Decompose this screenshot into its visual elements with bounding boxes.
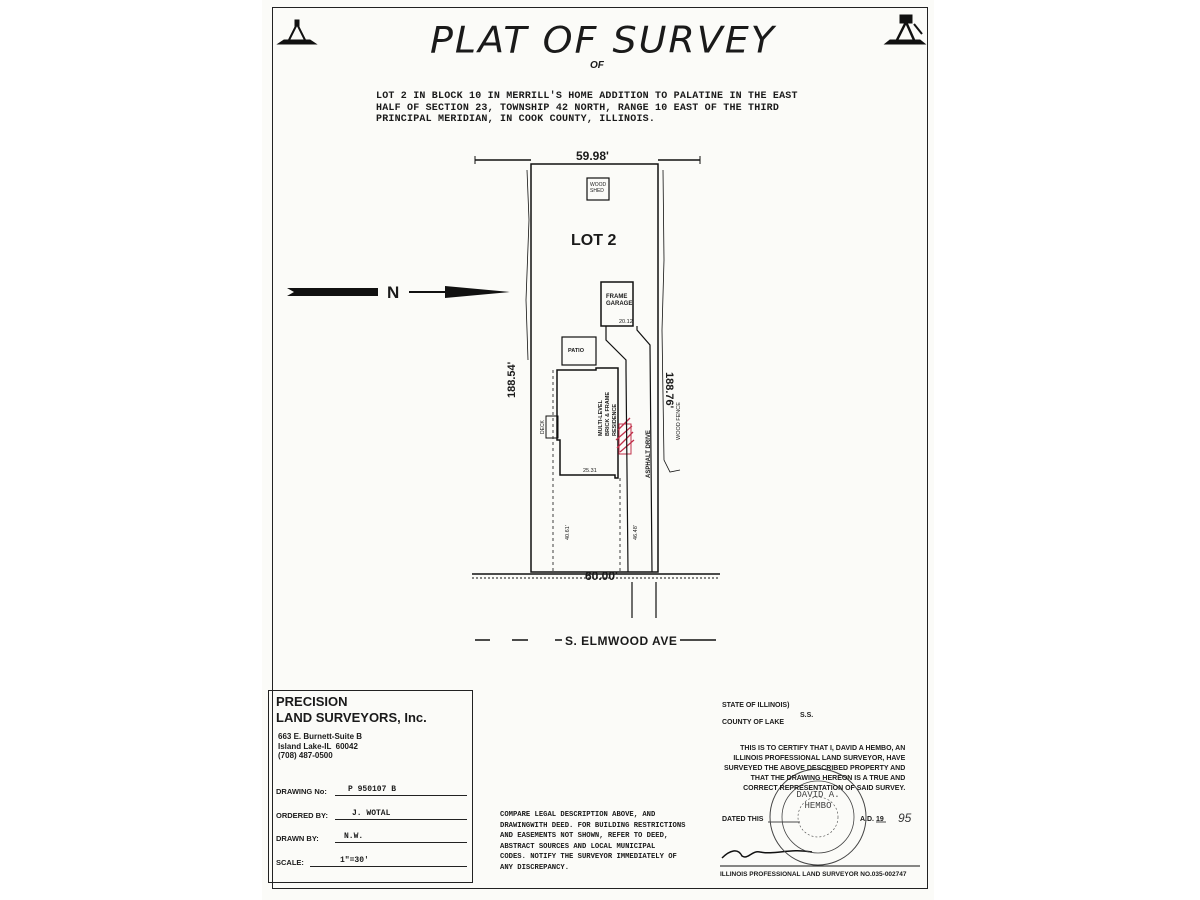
fence-label: WOOD FENCE — [676, 402, 682, 440]
address-line: Island Lake-IL 60042 — [278, 741, 358, 751]
cert-state: STATE OF ILLINOIS) — [722, 702, 790, 709]
company-name-line: PRECISION — [276, 694, 348, 709]
drawn-by-value: N.W. — [344, 832, 364, 841]
cert-line: SURVEYED THE ABOVE DESCRIBED PROPERTY AND — [724, 765, 906, 772]
note-line: ANY DISCREPANCY. — [500, 863, 570, 872]
cert-line: THAT THE DRAWING HEREON IS A TRUE AND — [750, 775, 906, 782]
drawn-by-label: DRAWN BY: — [276, 834, 319, 843]
deck-label: DECK — [540, 420, 546, 434]
cert-line: CORRECT REPRESENTATION OF SAID SURVEY. — [743, 785, 906, 792]
house-footprint — [546, 368, 634, 478]
cert-dated-this: DATED THIS — [722, 816, 764, 823]
driveway-apron — [632, 582, 656, 618]
drawing-no-value: P 950107 B — [348, 785, 397, 794]
seal-name: DAVID A. HEMBO — [796, 790, 840, 811]
lot-label: LOT 2 — [571, 232, 617, 249]
north-dimension: 59.98' — [576, 149, 609, 163]
compare-note — [500, 810, 685, 873]
house-label-line: BRICK & FRAME — [605, 392, 611, 436]
surveyor-logo-left — [278, 20, 316, 44]
legal-description — [376, 91, 798, 126]
cert-county: COUNTY OF LAKE — [722, 719, 785, 726]
legal-line: HALF OF SECTION 23, TOWNSHIP 42 NORTH, RANGE 10 EAST OF THE THIRD — [376, 102, 780, 114]
scale-label: SCALE: — [276, 858, 304, 867]
company-address — [278, 732, 362, 761]
shed-label: WOOD SHED — [590, 182, 607, 194]
house-label — [598, 392, 619, 436]
address-line: 663 E. Burnett-Suite B — [278, 732, 363, 741]
setback-dimension: 40.61' — [565, 525, 571, 540]
legal-line: PRINCIPAL MERIDIAN, IN COOK COUNTY, ILLINOIS. — [376, 114, 656, 125]
legal-line: LOT 2 IN BLOCK 10 IN MERRILL'S HOME ADDITION TO PALATINE IN THE EAST — [376, 91, 798, 102]
cert-body — [724, 744, 905, 794]
drawing-no-line — [335, 795, 467, 796]
setback-dimension: 46.48' — [633, 525, 639, 540]
north-label: N — [387, 283, 400, 302]
scale-value: 1"=30' — [340, 856, 369, 865]
drawn-by-line — [335, 842, 467, 843]
note-line: AND EASEMENTS NOT SHOWN, REFER TO DEED, — [500, 832, 669, 840]
garage-dimension: 20.12 — [619, 319, 633, 325]
company-name — [276, 694, 427, 726]
drawing-no-label: DRAWING No: — [276, 787, 327, 796]
cert-ad: A.D. 19 — [860, 816, 884, 823]
company-phone: (708) 487-0500 — [278, 751, 333, 760]
street-label: S. ELMWOOD AVE — [565, 634, 678, 648]
note-line: CODES. NOTIFY THE SURVEYOR IMMEDIATELY OF — [500, 853, 677, 861]
house-label-line: MULTI-LEVEL — [598, 400, 604, 436]
scale-line — [310, 866, 467, 867]
ordered-by-label: ORDERED BY: — [276, 811, 328, 820]
cert-line: ILLINOIS PROFESSIONAL LAND SURVEYOR, HAVE — [733, 755, 906, 762]
ordered-by-line — [335, 819, 467, 820]
house-label-line: RESIDENCE — [612, 403, 618, 436]
cert-year: 95 — [898, 811, 912, 825]
company-name-line: LAND SURVEYORS, Inc. — [276, 710, 427, 725]
ordered-by-value: J. WOTAL — [352, 809, 391, 818]
title-of: OF — [590, 60, 604, 71]
note-line: DRAWINGWITH DEED. FOR BUILDING RESTRICTIONS — [500, 821, 686, 830]
cert-signature — [720, 822, 920, 866]
surveyor-logo-right — [885, 15, 925, 44]
document-title: PLAT OF SURVEY — [430, 19, 777, 61]
note-line: ABSTRACT SOURCES AND LOCAL MUNICIPAL — [500, 842, 656, 851]
cert-ss: S.S. — [800, 712, 814, 719]
south-dimension: 60.00' — [585, 569, 618, 583]
cert-license: ILLINOIS PROFESSIONAL LAND SURVEYOR NO.035-002747 — [720, 871, 907, 878]
cert-line: THIS IS TO CERTIFY THAT I, DAVID A HEMBO, AN — [740, 745, 906, 752]
patio-label: PATIO — [568, 348, 584, 354]
note-line: COMPARE LEGAL DESCRIPTION ABOVE, AND — [500, 811, 656, 819]
garage-label: FRAME GARAGE — [606, 294, 633, 307]
house-front-dimension: 25.31 — [583, 468, 597, 474]
drive-label: ASPHALT DRIVE — [646, 430, 652, 478]
east-dimension: 188.76' — [663, 372, 675, 409]
west-dimension: 188.54' — [506, 361, 518, 398]
